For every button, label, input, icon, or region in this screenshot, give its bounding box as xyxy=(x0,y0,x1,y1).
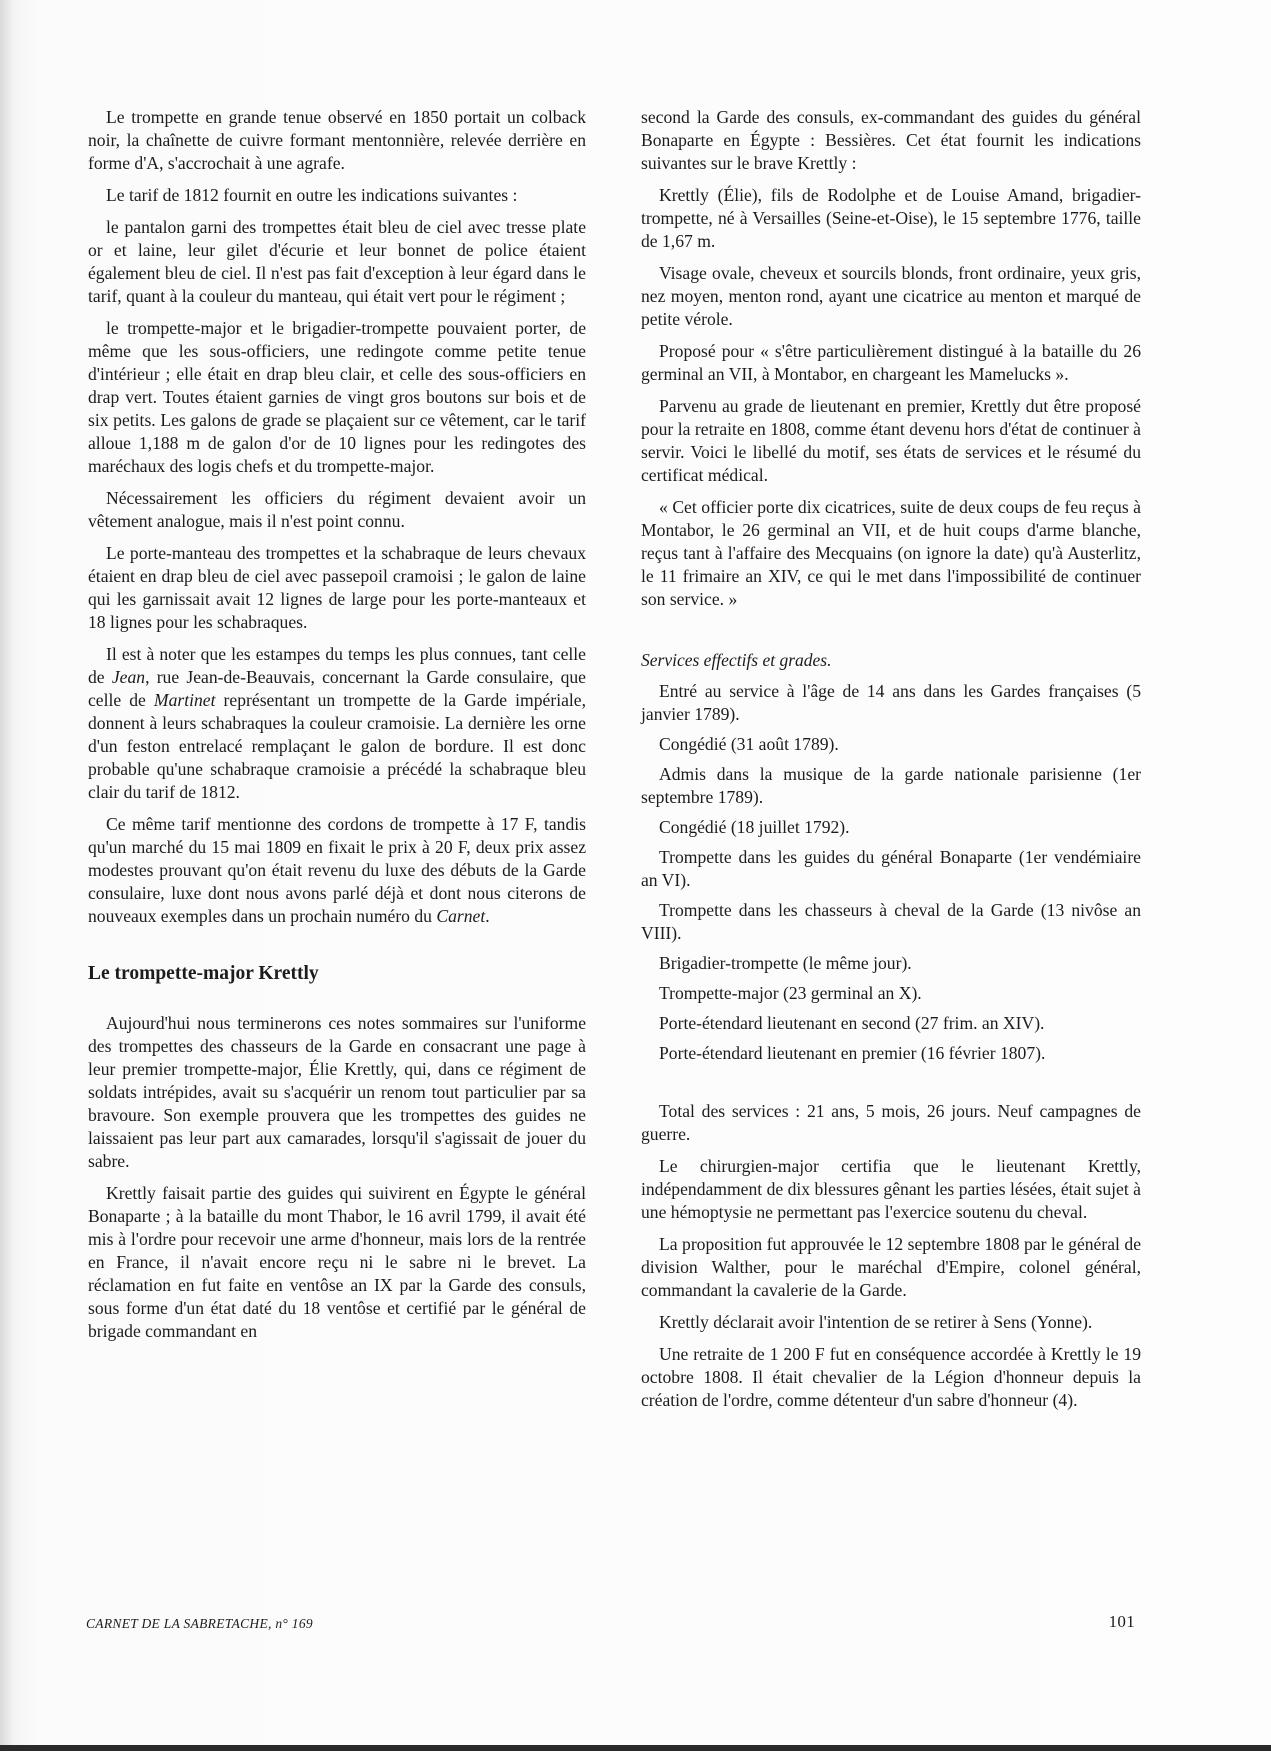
services-heading: Services effectifs et grades. xyxy=(641,650,832,670)
paragraph: Aujourd'hui nous terminerons ces notes sommaires sur l'uniforme des trompettes des chasseurs de la Garde en consacrant une page à leur premier trompette-major, Élie Krettly, qui, dans ce régiment de soldats intrépides, avait su s'acquérir un renom tout particulier par sa bravoure. Son exemple prouvera que les trompettes des guides ne laissaient pas leur part aux camarades, lorsqu'il s'agissait de jouer du sabre. xyxy=(88,1013,586,1171)
paragraph: Nécessairement les officiers du régiment devaient avoir un vêtement analogue, mais il n'est point connu. xyxy=(88,488,586,531)
paragraph-cordons xyxy=(88,813,586,928)
text-run: Ce même tarif mentionne des cordons de trompette à 17 F, tandis qu'un marché du 15 mai 1809 en fixait le prix à 20 F, deux prix assez modestes prouvant qu'on était revenu du luxe des débuts de la Garde consulaire, luxe dont nous avons parlé déjà et dont nous citerons de nouveaux exemples dans un prochain numéro du xyxy=(88,814,586,926)
page-number: 101 xyxy=(1108,1612,1135,1631)
paragraph: Le trompette en grande tenue observé en 1850 portait un colback noir, la chaînette de cuivre formant mentonnière, relevée derrière en forme d'A, s'accrochait à une agrafe. xyxy=(88,107,586,173)
service-entry: Trompette dans les chasseurs à cheval de la Garde (13 nivôse an VIII). xyxy=(641,900,1141,943)
service-entry: Porte-étendard lieutenant en second (27 frim. an XIV). xyxy=(659,1013,1045,1033)
paragraph: second la Garde des consuls, ex-commandant des guides du général Bonaparte en Égypte : Bessières. Cet état fournit les indications suivantes sur le brave Krettly : xyxy=(641,107,1141,173)
paragraph: « Cet officier porte dix cicatrices, suite de deux coups de feu reçus à Montabor, le 26 germinal an VII, et de huit coups d'arme blanche, reçus tant à l'affaire des Mecquains (on ignore la date) qu'à Austerlitz, le 11 frimaire an XIV, ce qui le met dans l'impossibilité de continuer son service. » xyxy=(641,497,1141,609)
paragraph: Le chirurgien-major certifia que le lieutenant Krettly, indépendamment de dix blessures gênant les parties lésées, était sujet à une hémoptysie ne permettant pas l'exercice soutenu du cheval. xyxy=(641,1156,1141,1222)
service-entry: Trompette-major (23 germinal an X). xyxy=(659,983,922,1003)
left-column xyxy=(88,106,586,1352)
text-run: représentant un trompette de la Garde impériale, donnent à leurs schabraques la couleur cramoisie. La dernière les orne d'un feston entrelacé remplaçant le galon de bordure. Il est donc probable qu'une schabraque cramoisie a précédé la schabraque bleu clair du tarif de 1812. xyxy=(88,690,586,802)
paragraph: La proposition fut approuvée le 12 septembre 1808 par le général de division Walther, pour le maréchal d'Empire, colonel général, commandant la cavalerie de la Garde. xyxy=(641,1234,1141,1300)
service-entry: Entré au service à l'âge de 14 ans dans les Gardes françaises (5 janvier 1789). xyxy=(641,681,1141,724)
service-entry: Admis dans la musique de la garde nationale parisienne (1er septembre 1789). xyxy=(641,764,1141,807)
paragraph: le trompette-major et le brigadier-trompette pouvaient porter, de même que les sous-officiers, une redingote comme petite tenue d'intérieur ; elle était en drap bleu clair, et celle des sous-officiers en drap vert. Toutes étaient garnies de vingt gros boutons sur bois et de six petits. Les galons de grade se plaçaient sur ce vêtement, car le tarif alloue 1,188 m de galon d'or de 10 lignes pour les redingotes des maréchaux des logis chefs et du trompette-major. xyxy=(88,318,586,476)
paragraph: Visage ovale, cheveux et sourcils blonds, front ordinaire, yeux gris, nez moyen, menton rond, ayant une cicatrice au menton et marqué de petite vérole. xyxy=(641,263,1141,329)
service-entry: Trompette dans les guides du général Bonaparte (1er vendémiaire an VI). xyxy=(641,847,1141,890)
paragraph: Le porte-manteau des trompettes et la schabraque de leurs chevaux étaient en drap bleu de ciel avec passepoil cramoisi ; le galon de laine qui les garnissait avait 12 lignes de large pour les porte-manteaux et 18 lignes pour les schabraques. xyxy=(88,543,586,632)
service-entry: Porte-étendard lieutenant en premier (16 février 1807). xyxy=(659,1043,1046,1063)
paragraph: le pantalon garni des trompettes était bleu de ciel avec tresse plate or et laine, leur gilet d'écurie et leur bonnet de police étaient également bleu de ciel. Il n'est pas fait d'exception à leur égard dans le tarif, quant à la couleur du manteau, qui était vert pour le régiment ; xyxy=(88,217,586,306)
section-heading: Le trompette-major Krettly xyxy=(88,963,319,984)
italic-carnet: Carnet xyxy=(436,906,486,926)
service-entry: Brigadier-trompette (le même jour). xyxy=(659,953,912,973)
service-entry: Congédié (18 juillet 1792). xyxy=(659,817,850,837)
paragraph: Le tarif de 1812 fournit en outre les indications suivantes : xyxy=(106,185,518,205)
italic-name-martinet: Martinet xyxy=(153,690,216,710)
text-run: Il est à noter que les estampes du temps les plus connues, tant celle de xyxy=(88,644,586,687)
paragraph: Total des services : 21 ans, 5 mois, 26 jours. Neuf campagnes de guerre. xyxy=(641,1101,1141,1144)
paragraph: Krettly déclarait avoir l'intention de se retirer à Sens (Yonne). xyxy=(659,1312,1093,1332)
paragraph: Krettly (Élie), fils de Rodolphe et de Louise Amand, brigadier-trompette, né à Versailles (Seine-et-Oise), le 15 septembre 1776, taille de 1,67 m. xyxy=(641,185,1141,251)
paragraph: Parvenu au grade de lieutenant en premier, Krettly dut être proposé pour la retraite en 1808, comme étant devenu hors d'état de continuer à servir. Voici le libellé du motif, ses états de services et le résumé du certificat médical. xyxy=(641,396,1141,485)
italic-name-jean: Jean xyxy=(111,667,146,687)
paragraph-estampes xyxy=(88,643,586,804)
spacer xyxy=(641,1072,1141,1100)
text-run: . xyxy=(485,906,490,926)
scan-edge xyxy=(0,1745,1271,1751)
paragraph: Une retraite de 1 200 F fut en conséquence accordée à Krettly le 19 octobre 1808. Il était chevalier de la Légion d'honneur depuis la création de l'ordre, comme détenteur d'un sabre d'honneur (4). xyxy=(641,1344,1141,1410)
footer-journal-title: CARNET DE LA SABRETACHE, n° 169 xyxy=(86,1616,313,1631)
paragraph: Krettly faisait partie des guides qui suivirent en Égypte le général Bonaparte ; à la bataille du mont Thabor, le 16 avril 1799, il avait été mis à l'ordre pour recevoir une arme d'honneur, mais lors de la rentrée en France, il n'avait encore reçu ni le sabre ni le brevet. La réclamation en fut faite en ventôse an IX par la Garde des consuls, sous forme d'un état daté du 18 ventôse et certifié par le général de brigade commandant en xyxy=(88,1183,586,1341)
right-column xyxy=(641,106,1141,1421)
text-run: , rue Jean-de-Beauvais, concernant la Garde consulaire, que celle de xyxy=(88,667,586,710)
service-entry: Congédié (31 août 1789). xyxy=(659,734,839,754)
paragraph: Proposé pour « s'être particulièrement distingué à la bataille du 26 germinal an VII, à Montabor, en chargeant les Mamelucks ». xyxy=(641,341,1141,384)
